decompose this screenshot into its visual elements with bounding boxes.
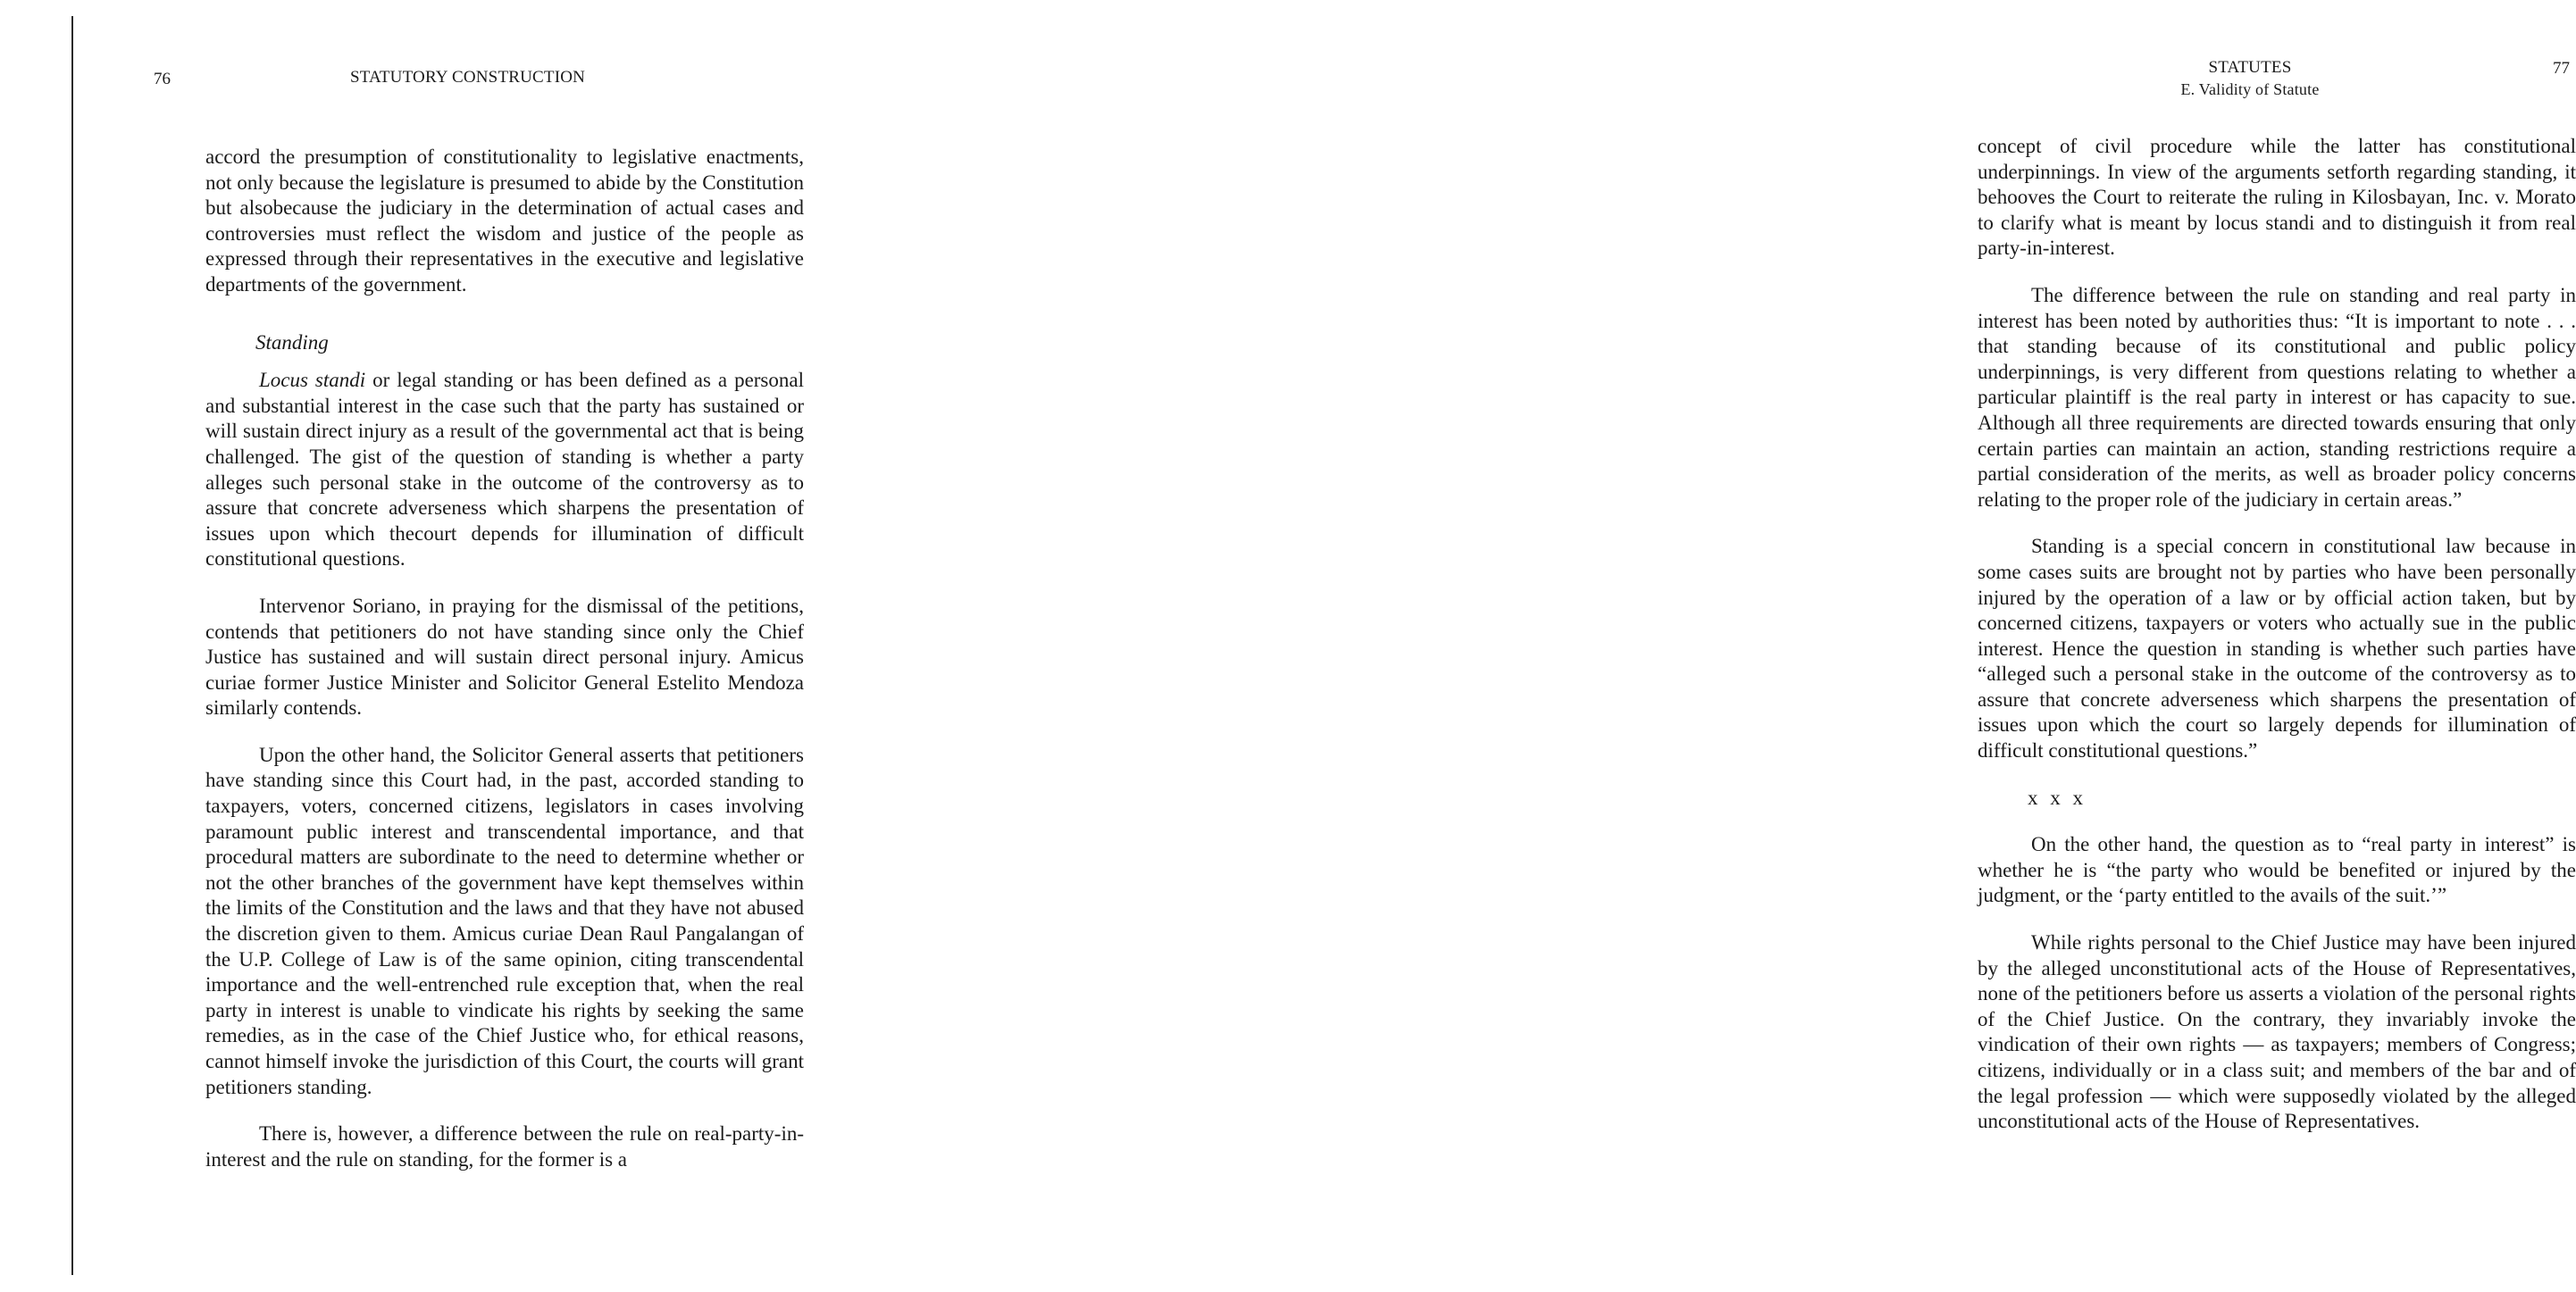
paragraph [205, 368, 804, 572]
paragraph: Standing is a special concern in constitutional law because in some cases suits are brought not by parties who have been personally injured by the operation of a law or by official action taken, but by concerned citizens, taxpayers or voters who actually sue in the public interest. Hence the question in standing is whether such parties have “alleged such a personal stake in the outcome of the controversy as to assure that concrete adverseness which sharpens the presentation of issues upon which the court so largely depends for illumination of difficult constitutional questions.” [1978, 535, 2576, 763]
paragraph: There is, however, a difference between the rule on real-party-in-interest and the rule on standing, for the former is a [205, 1122, 804, 1171]
left-body-text [205, 145, 804, 1172]
right-body-text [1978, 134, 2576, 1135]
page-number-right: 77 [2553, 59, 2570, 78]
paragraph: Upon the other hand, the Solicitor General asserts that petitioners have standing since this Court had, in the past, accorded standing to taxpayers, voters, concerned citizens, legislators in cases involving paramount public interest and transcendental importance, and that procedural matters are subordinate to the need to determine whether or not the other branches of the government have kept themselves within the limits of the Constitution and the laws and that they have not abused the discretion given to them. Amicus curiae Dean Raul Pangalangan of the U.P. College of Law is of the same opinion, citing transcendental importance and the well-entrenched rule exception that, when the real party in interest is unable to vindicate his rights by seeking the same remedies, as in the case of the Chief Justice who, for ethical reasons, cannot himself invoke the jurisdiction of this Court, the courts will grant petitioners standing. [205, 743, 804, 1098]
paragraph: While rights personal to the Chief Justice may have been injured by the alleged unconstitutional acts of the House of Representatives, none of the petitioners before us asserts a violation of the personal rights of the Chief Justice. On the contrary, they invariably invoke the vindication of their own rights — as taxpayers; members of Congress; citizens, individually or in a class suit; and members of the bar and of the legal profession — which were supposedly violated by the alleged unconstitutional acts of the House of Representatives. [1978, 931, 2576, 1133]
paragraph: accord the presumption of constitutionality to legislative enactments, not only because the legislature is presumed to abide by the Constitution but alsobecause the judiciary in the determination of actual cases and controversies must reflect the wisdom and justice of the people as expressed through their representatives in the executive and legislative departments of the government. [205, 146, 804, 296]
running-head-title: STATUTES [2208, 58, 2292, 77]
ellipsis-marker: x x x [2028, 786, 2087, 809]
left-page [0, 0, 915, 1292]
paragraph: Intervenor Soriano, in praying for the dismissal of the petitions, contends that petitioners do not have standing since only the Chief Justice has sustained and will sustain direct personal injury. Amicus curiae former Justice Minister and Solicitor General Estelito Mendoza similarly contends. [205, 594, 804, 720]
running-head-left: STATUTORY CONSTRUCTION [350, 68, 586, 87]
italic-term: Locus standi [259, 369, 366, 392]
right-page [915, 0, 2576, 1292]
running-head-subtitle: E. Validity of Statute [2180, 80, 2320, 98]
paragraph: The difference between the rule on standing and real party in interest has been noted by authorities thus: “It is important to note . . . that standing because of its constitutional and public policy underpinnings, is very different from questions relating to whether a particular plaintiff is the real party in interest or has capacity to sue. Although all three requirements are directed towards ensuring that only certain parties can maintain an action, standing restrictions require a partial consideration of the merits, as well as broader policy concerns relating to the proper role of the judiciary in certain areas.” [1978, 283, 2576, 511]
paragraph-rest: or legal standing or has been defined as a personal and substantial interest in the case such that the party has sustained or will sustain direct injury as a result of the governmental act that is being challenged. The gist of the question of standing is whether a party alleges such personal stake in the outcome of the controversy as to assure that concrete adverseness which sharpens the presentation of issues upon which thecourt depends for illumination of difficult constitutional questions. [205, 369, 804, 571]
running-head-right [2134, 57, 2366, 100]
section-heading: Standing [255, 330, 329, 354]
page-number-left: 76 [154, 70, 171, 88]
paragraph: concept of civil procedure while the latter has constitutional underpinnings. In view of the arguments setforth regarding standing, it behooves the Court to reiterate the ruling in Kilosbayan, Inc. v. Morato to clarify what is meant by locus standi and to distinguish it from real party-in-interest. [1978, 135, 2576, 260]
paragraph: On the other hand, the question as to “real party in interest” is whether he is “the party who would be benefited or injured by the judgment, or the ‘party entitled to the avails of the suit.’” [1978, 833, 2576, 907]
